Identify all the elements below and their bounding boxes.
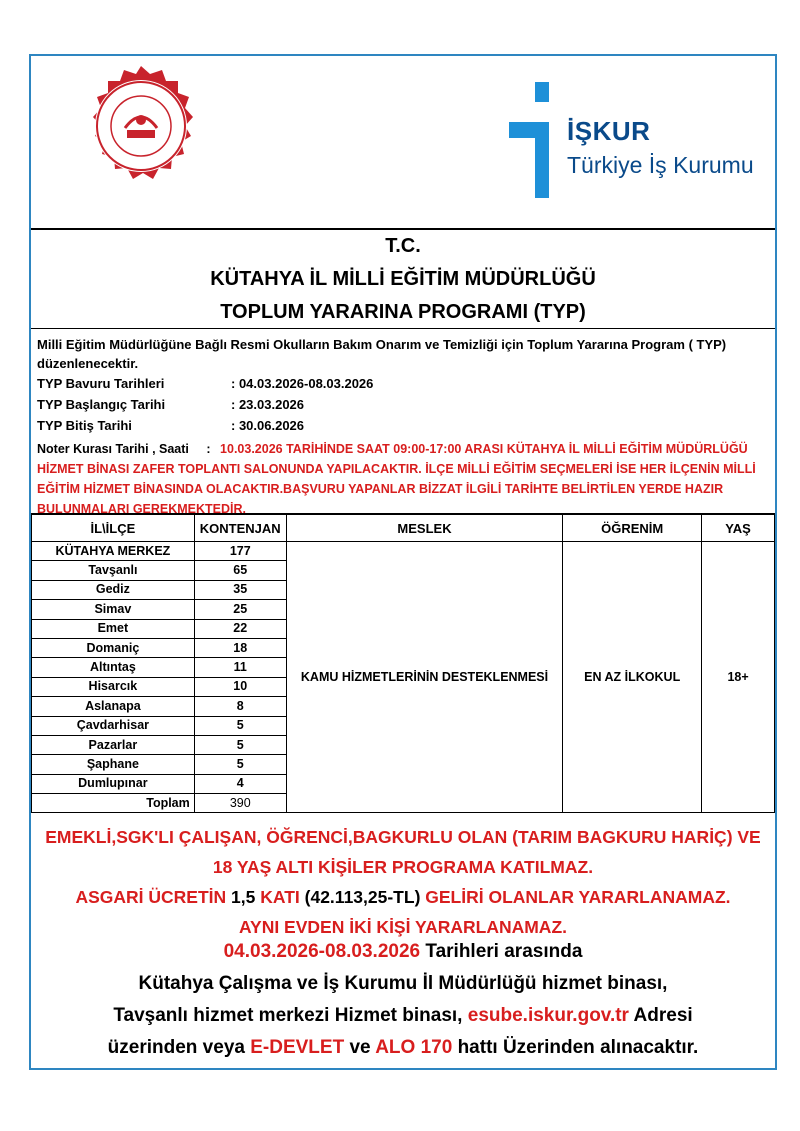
lottery-label: Noter Kurası Tarihi , Saati	[37, 442, 189, 456]
title-line1: T.C.	[385, 235, 421, 257]
apply-text: Tavşanlı hizmet merkezi Hizmet binası,	[113, 1005, 463, 1026]
total-label: Toplam	[32, 794, 195, 813]
warning-line: AYNI EVDEN İKİ KİŞİ YARARLANAMAZ.	[238, 917, 567, 937]
apply-line	[31, 1032, 775, 1064]
district-cell: Şaphane	[32, 755, 195, 774]
district-cell: Hisarcık	[32, 677, 195, 696]
district-cell: Altıntaş	[32, 658, 195, 677]
lottery-text: 10.03.2026 TARİHİNDE SAAT 09:00-17:00 ARASI KÜTAHYA İL MİLLİ EĞİTİM MÜDÜRLÜĞÜ HİZMET BİNASI ZAFER TOPLANTI SALONUNDA YAPILACAKTIR. İLÇE MİLLİ EĞİTİM SEÇMELERİ İSE HER İLÇENİN MİLLİ EĞİTİM HİZMET BİNASINDA OLACAKTIR.BAŞVURU YAPANLAR BİZZAT İLGİLİ TARİHTE BELİRTİLEN YERDE HAZIR BULUNMALARI GEREKMEKTEDİR.	[37, 442, 756, 516]
warning-text: 1,5	[231, 887, 256, 907]
warning-line: EMEKLİ,SGK'LI ÇALIŞAN, ÖĞRENCİ,BAGKURLU OLAN (TARIM BAGKURU HARİÇ) VE	[45, 827, 761, 847]
apply-text: hattı Üzerinden alınacaktır.	[457, 1037, 699, 1058]
title-line3: TOPLUM YARARINA PROGRAMI (TYP)	[220, 301, 586, 323]
apply-dates: 04.03.2026-08.03.2026	[223, 941, 421, 962]
iskur-website-link[interactable]: esube.iskur.gov.tr	[467, 1005, 629, 1026]
iskur-subtitle: Türkiye İş Kurumu	[567, 152, 754, 178]
apply-text: Tarihleri arasında	[425, 941, 583, 962]
warning-text: GELİRİ OLANLAR YARARLANAMAZ.	[425, 887, 731, 907]
warning-line	[31, 882, 775, 912]
apply-line: Kütahya Çalışma ve İş Kurumu İl Müdürlüğü hizmet binası,	[138, 973, 668, 994]
eligibility-warnings	[31, 822, 775, 942]
col-header-quota: KONTENJAN	[194, 515, 286, 542]
intro-text: Milli Eğitim Müdürlüğüne Bağlı Resmi Okulların Bakım Onarım ve Temizliği için Toplum Yararına Program ( TYP) düzenlenecektir.	[37, 337, 727, 371]
page-title	[31, 230, 775, 329]
quota-cell: 8	[194, 697, 286, 716]
lottery-note	[37, 439, 767, 519]
quota-table-body	[32, 542, 775, 813]
info-row	[31, 415, 775, 436]
district-cell: Çavdarhisar	[32, 716, 195, 735]
iskur-logo	[509, 80, 759, 200]
district-cell: Gediz	[32, 580, 195, 599]
education-cell: EN AZ İLKOKUL	[563, 542, 702, 813]
district-cell: Dumlupınar	[32, 774, 195, 793]
total-value: 390	[194, 794, 286, 813]
district-cell: Domaniç	[32, 638, 195, 657]
col-header-district: İL\İLÇE	[32, 515, 195, 542]
quota-cell: 177	[194, 542, 286, 561]
table-header-row	[32, 515, 775, 542]
lottery-colon: :	[206, 442, 211, 456]
district-cell: Simav	[32, 600, 195, 619]
district-cell: Tavşanlı	[32, 561, 195, 580]
quota-cell: 25	[194, 600, 286, 619]
info-label: TYP Bitiş Tarihi	[37, 418, 132, 433]
quota-cell: 5	[194, 755, 286, 774]
quota-cell: 5	[194, 716, 286, 735]
iskur-name: İŞKUR	[567, 116, 651, 146]
apply-text: Adresi	[633, 1005, 693, 1026]
apply-text: ve	[349, 1037, 371, 1058]
warning-text: (42.113,25-TL)	[304, 887, 421, 907]
quota-table	[31, 514, 775, 813]
quota-cell: 11	[194, 658, 286, 677]
quota-cell: 65	[194, 561, 286, 580]
info-value: : 23.03.2026	[231, 397, 305, 412]
warning-text: KATI	[260, 887, 300, 907]
info-value: : 04.03.2026-08.03.2026	[231, 376, 374, 391]
quota-cell: 4	[194, 774, 286, 793]
district-cell: Pazarlar	[32, 735, 195, 754]
title-line2: KÜTAHYA İL MİLLİ EĞİTİM MÜDÜRLÜĞÜ	[210, 268, 596, 290]
age-cell: 18+	[702, 542, 775, 813]
meb-seal-logo	[67, 66, 215, 214]
district-cell: KÜTAHYA MERKEZ	[32, 542, 195, 561]
quota-cell: 10	[194, 677, 286, 696]
apply-text: üzerinden veya	[107, 1037, 245, 1058]
application-info	[31, 936, 775, 1064]
edevlet-text: E-DEVLET	[250, 1037, 345, 1058]
profession-cell: KAMU HİZMETLERİNİN DESTEKLENMESİ	[286, 542, 563, 813]
warning-text: ASGARİ ÜCRETİN	[75, 887, 227, 907]
quota-cell: 35	[194, 580, 286, 599]
iskur-mark-icon	[509, 80, 565, 200]
district-cell: Aslanapa	[32, 697, 195, 716]
logo-header	[31, 56, 775, 230]
alo-170-text: ALO 170	[375, 1037, 453, 1058]
info-row	[31, 394, 775, 415]
district-cell: Emet	[32, 619, 195, 638]
info-label: TYP Bavuru Tarihleri	[37, 376, 165, 391]
info-row	[31, 373, 775, 394]
col-header-profession: MESLEK	[286, 515, 563, 542]
quota-cell: 22	[194, 619, 286, 638]
program-info	[31, 329, 775, 514]
col-header-education: ÖĞRENİM	[563, 515, 702, 542]
quota-cell: 18	[194, 638, 286, 657]
document-frame	[29, 54, 777, 1070]
col-header-age: YAŞ	[702, 515, 775, 542]
info-value: : 30.06.2026	[231, 418, 305, 433]
warning-line: 18 YAŞ ALTI KİŞİLER PROGRAMA KATILMAZ.	[212, 857, 594, 877]
info-label: TYP Başlangıç Tarihi	[37, 397, 166, 412]
table-row	[32, 542, 775, 561]
quota-cell: 5	[194, 735, 286, 754]
apply-line	[31, 936, 775, 968]
apply-line	[31, 1000, 775, 1032]
